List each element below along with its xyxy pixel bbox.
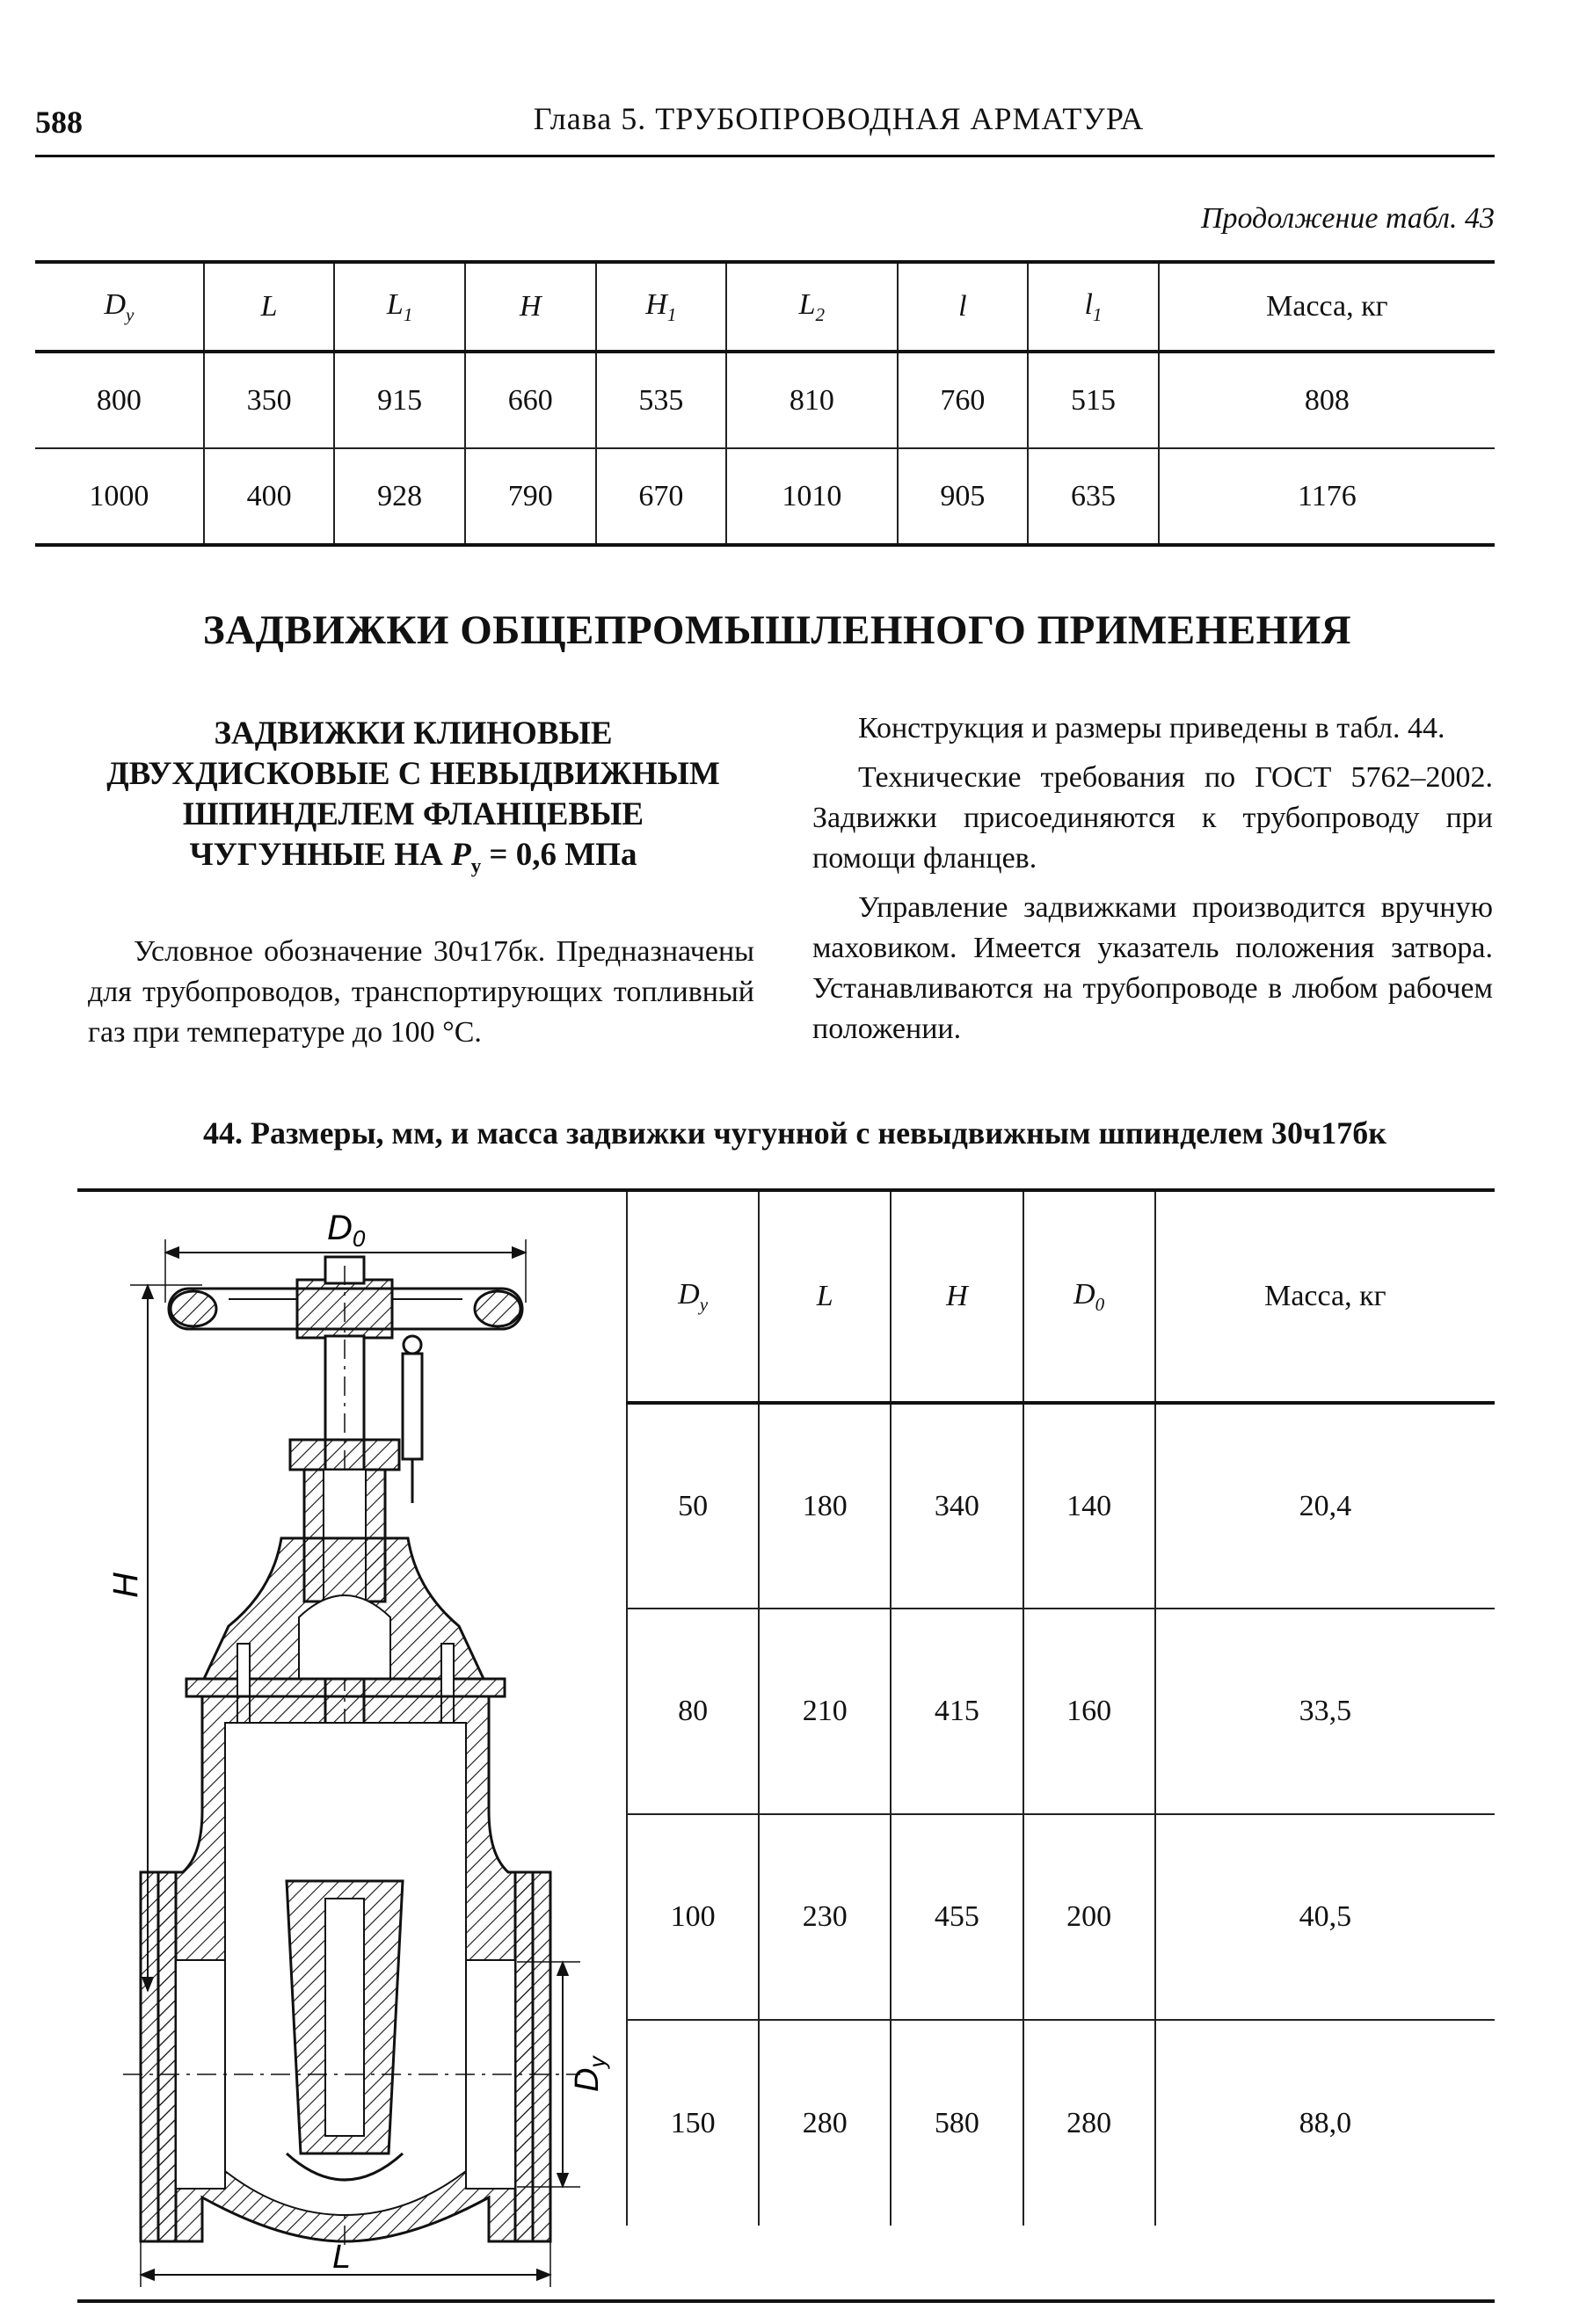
- table-row: [35, 448, 1495, 545]
- table-cell: 150: [627, 2020, 759, 2226]
- subsection-title-line: ДВУХДИСКОВЫЕ С НЕВЫДВИЖНЫМ: [106, 756, 720, 792]
- table-cell: 1176: [1159, 448, 1495, 545]
- table-cell: 455: [891, 1814, 1023, 2020]
- table-cell: 580: [891, 2020, 1023, 2226]
- table-cell: 790: [465, 448, 596, 545]
- table-cell: 280: [759, 2020, 891, 2226]
- table-cell: 635: [1028, 448, 1159, 545]
- table-cell: 415: [891, 1609, 1023, 1814]
- col-header: $D_у$: [627, 1192, 759, 1403]
- col-header: $D_0$: [1023, 1192, 1155, 1403]
- table-cell: 20,4: [1155, 1403, 1495, 1609]
- table-cell: 40,5: [1155, 1814, 1495, 2020]
- table-cell: 280: [1023, 2020, 1155, 2226]
- col-header: $L_2$: [726, 262, 898, 352]
- table-row: [627, 2020, 1495, 2226]
- table-cell: 200: [1023, 1814, 1155, 2020]
- col-header: H: [465, 262, 596, 352]
- subsection-title-line: ЗАДВИЖКИ КЛИНОВЫЕ: [214, 715, 613, 752]
- table-cell: 905: [898, 448, 1029, 545]
- col-header: L: [204, 262, 335, 352]
- table-cell: 1010: [726, 448, 898, 545]
- table-44: [626, 1192, 1495, 2226]
- table-cell: 808: [1159, 352, 1495, 448]
- table-cell: 160: [1023, 1609, 1155, 1814]
- table-44-bottom-rule: [77, 2299, 1495, 2303]
- page-number: 588: [35, 105, 83, 140]
- table-cell: 180: [759, 1403, 891, 1609]
- description-paragraph: Технические требования по ГОСТ 5762–2002. Задвижки присоединяются к трубопроводу при помощи фланцев.: [812, 761, 1493, 875]
- table-44-title: 44. Размеры, мм, и масса задвижки чугунной с невыдвижным шпинделем 30ч17бк: [202, 1115, 1387, 1151]
- table-43-header-row: [35, 262, 1495, 352]
- table-cell: 810: [726, 352, 898, 448]
- col-header-mass: Масса, кг: [1155, 1192, 1495, 1403]
- table-cell: 230: [759, 1814, 891, 2020]
- table-cell: 928: [334, 448, 465, 545]
- table-row: [35, 352, 1495, 448]
- table-cell: 760: [898, 352, 1029, 448]
- table-cell: 915: [334, 352, 465, 448]
- table-row: [627, 1403, 1495, 1609]
- table-cell: 140: [1023, 1403, 1155, 1609]
- table-43: [35, 260, 1495, 547]
- intro-paragraph: Условное обозначение 30ч17бк. Предназначены для трубопроводов, транспортирующих топливный газ при температуре до 100 °С.: [88, 935, 754, 1049]
- col-header: l: [898, 262, 1029, 352]
- table-row: [627, 1814, 1495, 2020]
- table-cell: 50: [627, 1403, 759, 1609]
- col-header: H: [891, 1192, 1023, 1403]
- table-cell: 670: [596, 448, 727, 545]
- table-continuation-note: Продолжение табл. 43: [1200, 202, 1495, 235]
- description-column: [812, 708, 1493, 1058]
- description-paragraph: Управление задвижками производится вручную маховиком. Имеется указатель положения затвора. Устанавливаются на трубопроводе в любом рабочем положении.: [812, 891, 1493, 1045]
- pressure-symbol: P: [451, 837, 471, 873]
- h-label: H: [106, 1572, 145, 1598]
- table-cell: 515: [1028, 352, 1159, 448]
- section-title: ЗАДВИЖКИ ОБЩЕПРОМЫШЛЕННОГО ПРИМЕНЕНИЯ: [202, 607, 1352, 653]
- table-cell: 88,0: [1155, 2020, 1495, 2226]
- subsection-title: [79, 714, 747, 886]
- col-header: $D_у$: [104, 287, 135, 325]
- description-paragraph: Конструкция и размеры приведены в табл. 44.: [858, 712, 1445, 744]
- table-cell: 800: [96, 383, 142, 417]
- table-cell: 100: [627, 1814, 759, 2020]
- table-cell: 80: [627, 1609, 759, 1814]
- table-cell: 660: [465, 352, 596, 448]
- subsection-title-line: ЧУГУННЫЕ НА $P_у = 0,6$ МПа: [189, 837, 637, 877]
- col-header: $l_1$: [1028, 262, 1159, 352]
- table-cell: 210: [759, 1609, 891, 1814]
- table-cell: 350: [204, 352, 335, 448]
- table-cell: 535: [596, 352, 727, 448]
- subsection-title-line: ШПИНДЕЛЕМ ФЛАНЦЕВЫЕ: [182, 796, 644, 832]
- running-head: Глава 5. ТРУБОПРОВОДНАЯ АРМАТУРА: [533, 101, 1145, 136]
- table-cell: 340: [891, 1403, 1023, 1609]
- gate-valve-drawing: [106, 1204, 615, 2294]
- table-cell: 33,5: [1155, 1609, 1495, 1814]
- table-44-header-row: [627, 1192, 1495, 1403]
- header-rule: [35, 155, 1495, 157]
- l-label: L: [332, 2239, 352, 2276]
- col-header: L: [759, 1192, 891, 1403]
- col-header: $H_1$: [596, 262, 727, 352]
- dy-label: $D_у$: [569, 2056, 610, 2092]
- table-cell: 400: [204, 448, 335, 545]
- col-header: $L_1$: [334, 262, 465, 352]
- table-cell: 1000: [89, 479, 149, 512]
- col-header-mass: Масса, кг: [1159, 262, 1495, 352]
- table-row: [627, 1609, 1495, 1814]
- d0-label: $D_0$: [327, 1209, 366, 1252]
